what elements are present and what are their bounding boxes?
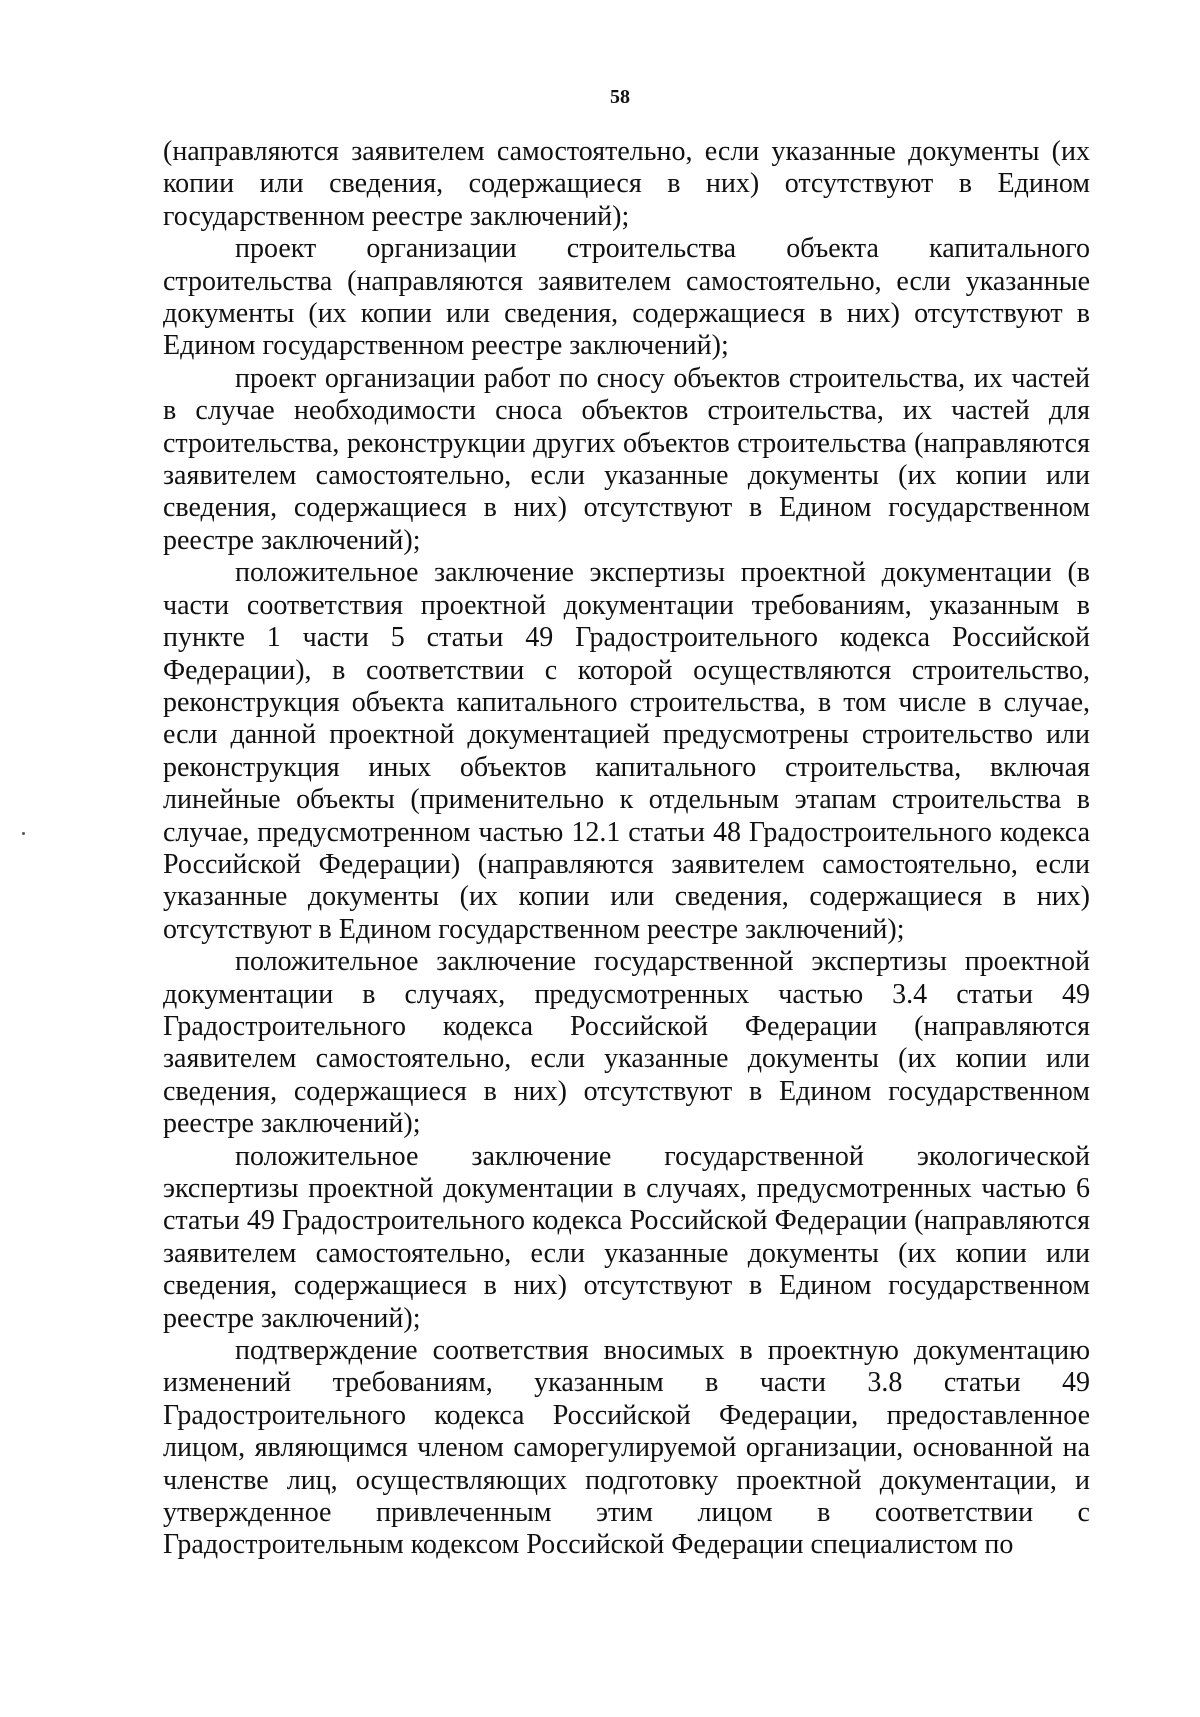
paragraph-expertise-conclusion: положительное заключение экспертизы проектной документации (в части соответствия проектной документации требованиям, указанным в пункте 1 части 5 статьи 49 Градостроительного кодекса Российской Федерации), в соответствии с которой осуществляются строительство, реконструкция объекта капитального строительства, в том числе в случае, если данной проектной документацией предусмотрены строительство или реконструкция иных объектов капитального строительства, включая линейные объекты (применительно к отдельным этапам строительства в случае, предусмотренном частью 12.1 статьи 48 Градостроительного кодекса Российской Федерации) (направляются заявителем самостоятельно, если указанные документы (их копии или сведения, содержащиеся в них) отсутствуют в Едином государственном реестре заключений); [163,557,1090,945]
paragraph-construction-project: проект организации строительства объекта капитального строительства (направляются заявителем самостоятельно, если указанные документы (их копии или сведения, содержащиеся в них) отсутствуют в Едином государственном реестре заключений); [163,233,1090,362]
paragraph-demolition-project: проект организации работ по сносу объектов строительства, их частей в случае необходимости сноса объектов строительства, их частей для строительства, реконструкции других объектов строительства (направляются заявителем самостоятельно, если указанные документы (их копии или сведения, содержащиеся в них) отсутствуют в Едином государственном реестре заключений); [163,362,1090,556]
paragraph-continuation: (направляются заявителем самостоятельно, если указанные документы (их копии или сведения, содержащиеся в них) отсутствуют в Едином государственном реестре заключений); [163,136,1090,232]
document-body [163,136,1090,1562]
paragraph-ecological-expertise: положительное заключение государственной экологической экспертизы проектной документации в случаях, предусмотренных частью 6 статьи 49 Градостроительного кодекса Российской Федерации (направляются заявителем самостоятельно, если указанные документы (их копии или сведения, содержащиеся в них) отсутствуют в Едином государственном реестре заключений); [163,1140,1090,1334]
scan-speck [22,832,25,835]
page-number: 58 [610,86,630,108]
paragraph-state-expertise: положительное заключение государственной экспертизы проектной документации в случаях, предусмотренных частью 3.4 статьи 49 Градостроительного кодекса Российской Федерации (направляются заявителем самостоятельно, если указанные документы (их копии или сведения, содержащиеся в них) отсутствуют в Едином государственном реестре заключений); [163,946,1090,1140]
paragraph-compliance-confirmation: подтверждение соответствия вносимых в проектную документацию изменений требованиям, указанным в части 3.8 статьи 49 Градостроительного кодекса Российской Федерации, предоставленное лицом, являющимся членом саморегулируемой организации, основанной на членстве лиц, осуществляющих подготовку проектной документации, и утвержденное привлеченным этим лицом в соответствии с Градостроительным кодексом Российской Федерации специалистом по [163,1335,1090,1561]
